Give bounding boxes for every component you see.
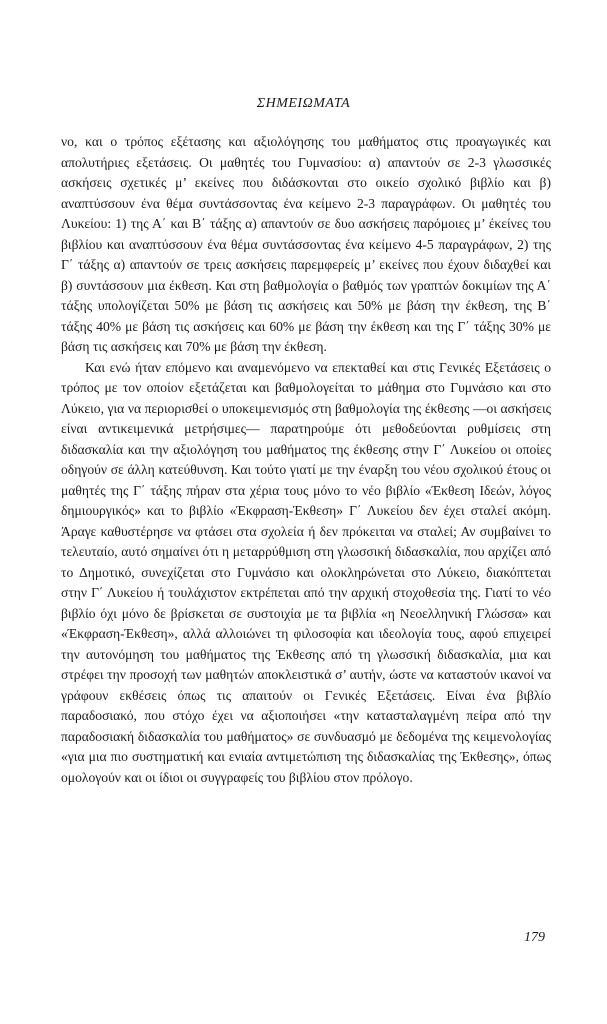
running-header: ΣΗΜΕΙΩΜΑΤΑ xyxy=(256,96,351,111)
body-text xyxy=(61,132,551,788)
paragraph-continued: νο, και ο τρόπος εξέτασης και αξιολόγησης του μαθήματος στις προαγωγικές και απολυτήριες εξετάσεις. Οι μαθητές του Γυμνασίου: α) απαντούν σε 2-3 γλωσσικές ασκήσεις σχετικές μ’ εκείνες που διδάσκονται στο οικείο σχολικό βιβλίο και β) αναπτύσσουν ένα θέμα συντάσσοντας ένα κείμενο 2-3 παραγράφων. Οι μαθητές του Λυκείου: 1) της Α΄ και Β΄ τάξης α) απαντούν σε δυο ασκήσεις παρόμοιες μ’ έκείνες του βιβλίου και αναπτύσσουν ένα θέμα συντάσσοντας ένα κείμενο 4-5 παραγράφων, 2) της Γ΄ τάξης α) απαντούν σε τρεις ασκήσεις παρεμφερείς μ’ εκείνες που έχουν διδαχθεί και β) συντάσσουν μια έκθεση. Και στη βαθμολογία ο βαθμός των γραπτών δοκιμίων της Α΄ τάξης υπολογίζεται 50% με βάση τις ασκήσεις και 50% με βάση την έκθεση, της Β΄ τάξης 40% με βάση τις ασκήσεις και 60% με βάση την έκθεση και της Γ΄ τάξης 30% με βάση τις ασκήσεις και 70% με βάση την έκθεση. xyxy=(61,134,551,354)
paragraph: Και ενώ ήταν επόμενο και αναμενόμενο να επεκταθεί και στις Γενικές Εξετάσεις ο τρόπος με τον οποίον εξετάζεται και βαθμολογείται το μάθημα στο Γυμνάσιο και στο Λύκειο, για να περιορισθεί ο υποκειμενισμός στη βαθμολογία της έκθεσης —οι ασκήσεις είναι αντικειμενικά μετρήσιμες— παρατηρούμε ότι μεθοδεύονται ρυθμίσεις στη διδασκαλία και την αξιολόγηση του μαθήματος της έκθεσης στην Γ΄ Λυκείου οι οποίες οδηγούν σε άλλη κατεύθυνση. Και τούτο γιατί με την έναρξη του νέου σχολικού έτους οι μαθητές της Γ΄ τάξης πήραν στα χέρια τους μόνο το νέο βιβλίο «Έκθεση Ιδεών, λόγος δημιουργικός» και το βιβλίο «Έκφραση-Έκθεση» Γ΄ Λυκείου δεν έχει σταλεί ακόμη. Άραγε καθυστέρησε να φτάσει στα σχολεία ή δεν πρόκειται να σταλεί; Αν συμβαίνει το τελευταίο, αυτό σημαίνει ότι η μεταρρύθμιση στη γλωσσική διδασκαλία, που αρχίζει από το Δημοτικό, συνεχίζεται στο Γυμνάσιο και ολοκληρώνεται στο Λύκειο, διακόπτεται στην Γ΄ Λυκείου ή τουλάχιστον εκτρέπεται από την αρχική στοχοθεσία της. Γιατί το νέο βιβλίο όχι μόνο δε βρίσκεται σε συστοιχία με τα βιβλία «η Νεοελληνική Γλώσσα» και «Έκφραση-Έκθεση», αλλά αλλοιώνει τη φιλοσοφία και ιδεολογία τους, αφού επιχειρεί την αυτονόμηση του μαθήματος της Έκθεσης από τη γλωσσική διδασκαλία, μια και στρέφει την προσοχή των μαθητών αποκλειστικά σ’ αυτήν, ώστε να καταστούν ικανοί να γράφουν εκθέσεις όπως τις απαιτούν οι Γενικές Εξετάσεις. Είναι ένα βιβλίο παραδοσιακό, που στόχο έχει να αξιοποιήσει «την κατασταλαγμένη πείρα από την παραδοσιακή διδασκαλία του μαθήματος» σε συνδυασμό με δεδομένα της κειμενολογίας «για μια πιο συστηματική και ενιαία αντιμετώπιση της διδασκαλίας της Έκθεσης», όπως ομολογούν και οι ίδιοι οι συγγραφείς του βιβλίου στον πρόλογο. xyxy=(61,359,551,785)
page-number: 179 xyxy=(524,930,545,945)
